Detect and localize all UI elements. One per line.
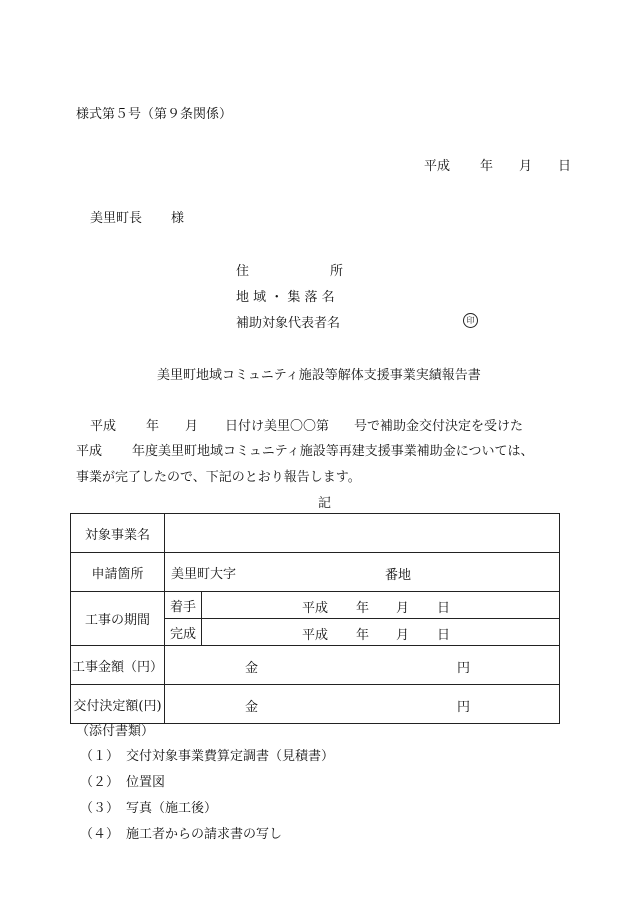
date-year: 年: [480, 159, 494, 174]
cost-yen: 円: [457, 661, 471, 676]
seal-icon: 印: [463, 313, 478, 328]
date-day: 日: [558, 159, 572, 174]
grant-label: 交付決定額(円): [71, 685, 165, 724]
start-day: 日: [437, 601, 451, 616]
attachments-heading: （添付書類）: [76, 724, 155, 739]
grant-field[interactable]: [165, 685, 560, 724]
start-date-field[interactable]: [202, 592, 560, 619]
start-year: 年: [356, 601, 370, 616]
date-era: 平成: [424, 159, 451, 174]
body-line-3: 事業が完了したので、下記のとおり報告します。: [76, 470, 361, 485]
addressee-name: 美里町長: [90, 211, 143, 226]
region-label: 地 域 ・ 集 落 名: [236, 290, 335, 305]
location-value: 美里町大字: [171, 566, 237, 582]
period-label: 工事の期間: [71, 592, 165, 646]
cost-kin: 金: [245, 661, 259, 676]
body-era: 平成: [90, 419, 117, 434]
document-title: 美里町地域コミュニティ施設等解体支援事業実績報告書: [157, 368, 481, 383]
table-row: [71, 646, 560, 685]
attachment-num: （４）: [80, 827, 120, 842]
location-label: 申請箇所: [71, 553, 165, 592]
body-year: 年: [146, 419, 160, 434]
cost-field[interactable]: [165, 646, 560, 685]
report-table: [70, 513, 560, 724]
representative-label: 補助対象代表者名: [236, 316, 341, 331]
start-label: 着手: [165, 592, 202, 619]
project-name-label: 対象事業名: [71, 514, 165, 553]
cost-label: 工事金額（円）: [71, 646, 165, 685]
end-month: 月: [396, 628, 410, 643]
grant-yen: 円: [457, 700, 471, 715]
end-era: 平成: [302, 628, 329, 643]
grant-kin: 金: [245, 700, 259, 715]
attachment-num: （２）: [80, 775, 120, 790]
form-number: 様式第５号（第９条関係）: [76, 107, 233, 122]
body-rest: 号で補助金交付決定を受けた: [354, 419, 524, 434]
end-day: 日: [437, 628, 451, 643]
end-date-field[interactable]: [202, 619, 560, 646]
table-row: [71, 553, 560, 592]
end-year: 年: [356, 628, 370, 643]
attachment-num: （１）: [80, 749, 120, 764]
location-suffix: 番地: [385, 568, 412, 583]
attachment-text: 位置図: [126, 775, 166, 790]
start-month: 月: [396, 601, 410, 616]
address-label-1: 住: [236, 264, 250, 279]
attachment-text: 写真（施工後）: [126, 801, 218, 816]
attachment-text: 交付対象事業費算定調書（見積書）: [126, 749, 335, 764]
address-label-2: 所: [330, 264, 344, 279]
addressee-honorific: 様: [171, 211, 185, 226]
end-label: 完成: [165, 619, 202, 646]
table-row: [71, 514, 560, 553]
start-era: 平成: [302, 601, 329, 616]
project-name-field[interactable]: [165, 514, 560, 553]
attachment-num: （３）: [80, 801, 120, 816]
body-month: 月: [185, 419, 199, 434]
body-rest-2: 年度美里町地域コミュニティ施設等再建支援事業補助金については、: [132, 444, 534, 459]
attachment-text: 施工者からの請求書の写し: [126, 827, 283, 842]
table-row: [71, 592, 560, 619]
date-month: 月: [519, 159, 533, 174]
body-era-2: 平成: [76, 444, 103, 459]
ki-heading: 記: [318, 496, 332, 511]
location-field[interactable]: [165, 553, 560, 592]
table-row: [71, 685, 560, 724]
body-ref: 日付け美里〇〇第: [225, 419, 330, 434]
